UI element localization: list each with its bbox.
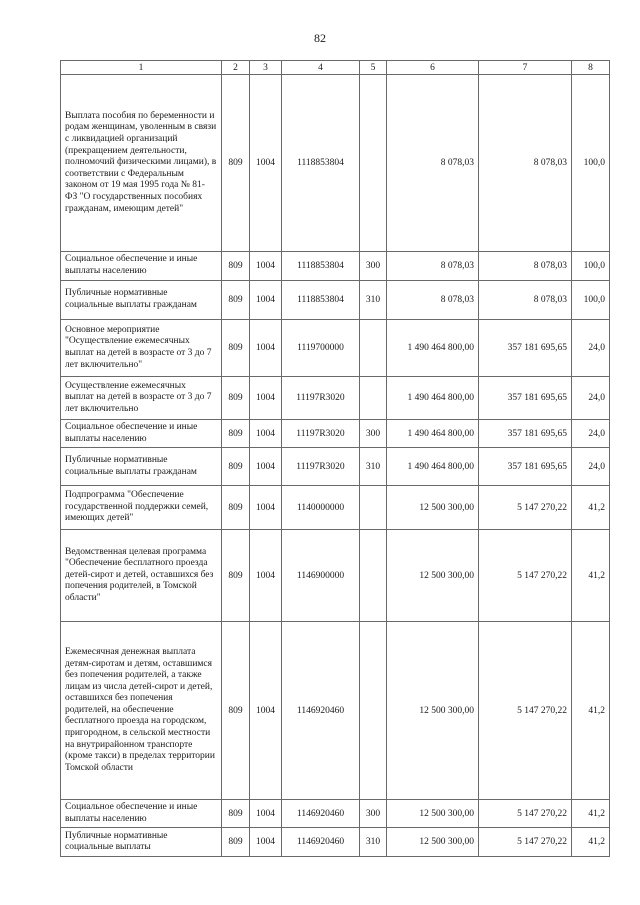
row-code-3: 1004 bbox=[250, 281, 282, 320]
row-name: Подпрограмма "Обеспечение государственной поддержки семей, имеющих детей" bbox=[61, 486, 222, 530]
column-header-2: 2 bbox=[222, 61, 250, 75]
table-row bbox=[61, 622, 610, 800]
budget-table bbox=[60, 60, 610, 857]
table-row bbox=[61, 281, 610, 320]
table-row bbox=[61, 420, 610, 448]
row-code-3: 1004 bbox=[250, 377, 282, 420]
row-code-4: 1146920460 bbox=[282, 622, 360, 800]
row-value-6: 8 078,03 bbox=[387, 281, 479, 320]
row-value-8: 100,0 bbox=[572, 252, 610, 281]
row-value-6: 1 490 464 800,00 bbox=[387, 420, 479, 448]
row-value-7: 5 147 270,22 bbox=[479, 530, 572, 622]
row-value-7: 357 181 695,65 bbox=[479, 320, 572, 377]
row-value-8: 41,2 bbox=[572, 622, 610, 800]
row-value-7: 8 078,03 bbox=[479, 75, 572, 252]
row-name: Социальное обеспечение и иные выплаты населению bbox=[61, 252, 222, 281]
row-value-8: 41,2 bbox=[572, 486, 610, 530]
row-code-5 bbox=[360, 320, 387, 377]
row-value-6: 8 078,03 bbox=[387, 75, 479, 252]
row-code-3: 1004 bbox=[250, 320, 282, 377]
row-code-2: 809 bbox=[222, 320, 250, 377]
row-code-2: 809 bbox=[222, 377, 250, 420]
column-header-5: 5 bbox=[360, 61, 387, 75]
row-name: Ежемесячная денежная выплата детям-сиротам и детям, оставшимся без попечения родителей, а также лицам из числа детей-сирот и детей, оставшихся без попечения родителей, на обеспечение бесплатного проезда на городском, пригородном, в сельской местности на внутрирайонном транспорте (кроме такси) в пределах территории Томской области bbox=[61, 622, 222, 800]
row-name: Ведомственная целевая программа "Обеспечение бесплатного проезда детей-сирот и детей, оставшихся без попечения родителей, в Томской области" bbox=[61, 530, 222, 622]
row-code-4: 1140000000 bbox=[282, 486, 360, 530]
row-code-5 bbox=[360, 530, 387, 622]
row-code-4: 1118853804 bbox=[282, 281, 360, 320]
row-value-6: 1 490 464 800,00 bbox=[387, 377, 479, 420]
row-code-3: 1004 bbox=[250, 622, 282, 800]
column-header-7: 7 bbox=[479, 61, 572, 75]
row-code-3: 1004 bbox=[250, 420, 282, 448]
row-code-2: 809 bbox=[222, 530, 250, 622]
table-row bbox=[61, 252, 610, 281]
page-number: 82 bbox=[314, 31, 326, 45]
table-row bbox=[61, 448, 610, 486]
row-code-5 bbox=[360, 377, 387, 420]
row-value-8: 24,0 bbox=[572, 377, 610, 420]
row-code-4: 11197R3020 bbox=[282, 420, 360, 448]
row-value-6: 12 500 300,00 bbox=[387, 828, 479, 857]
row-code-5: 300 bbox=[360, 252, 387, 281]
row-value-7: 8 078,03 bbox=[479, 252, 572, 281]
row-value-6: 1 490 464 800,00 bbox=[387, 448, 479, 486]
row-value-8: 41,2 bbox=[572, 828, 610, 857]
row-value-7: 357 181 695,65 bbox=[479, 377, 572, 420]
row-name: Социальное обеспечение и иные выплаты населению bbox=[61, 420, 222, 448]
row-value-8: 41,2 bbox=[572, 530, 610, 622]
row-code-5: 300 bbox=[360, 800, 387, 828]
row-value-8: 24,0 bbox=[572, 420, 610, 448]
row-value-7: 5 147 270,22 bbox=[479, 622, 572, 800]
row-code-2: 809 bbox=[222, 622, 250, 800]
table-row bbox=[61, 530, 610, 622]
row-code-3: 1004 bbox=[250, 828, 282, 857]
row-code-4: 1146920460 bbox=[282, 800, 360, 828]
row-value-6: 12 500 300,00 bbox=[387, 800, 479, 828]
row-code-5 bbox=[360, 486, 387, 530]
table-row bbox=[61, 75, 610, 252]
row-value-7: 357 181 695,65 bbox=[479, 420, 572, 448]
row-name: Осуществление ежемесячных выплат на детей в возрасте от 3 до 7 лет включительно bbox=[61, 377, 222, 420]
row-value-8: 100,0 bbox=[572, 75, 610, 252]
row-name: Публичные нормативные социальные выплаты bbox=[61, 828, 222, 857]
row-value-7: 357 181 695,65 bbox=[479, 448, 572, 486]
row-code-4: 1118853804 bbox=[282, 75, 360, 252]
table-row bbox=[61, 377, 610, 420]
row-code-2: 809 bbox=[222, 420, 250, 448]
row-code-5: 300 bbox=[360, 420, 387, 448]
row-code-3: 1004 bbox=[250, 75, 282, 252]
row-name: Публичные нормативные социальные выплаты гражданам bbox=[61, 281, 222, 320]
row-code-5 bbox=[360, 75, 387, 252]
row-code-2: 809 bbox=[222, 75, 250, 252]
row-code-2: 809 bbox=[222, 828, 250, 857]
row-code-4: 11197R3020 bbox=[282, 377, 360, 420]
table-row bbox=[61, 800, 610, 828]
table-row bbox=[61, 828, 610, 857]
row-name: Выплата пособия по беременности и родам женщинам, уволенным в связи с ликвидацией организаций (прекращением деятельности, полномочий физическими лицами), в соответствии с Федеральным законом от 19 мая 1995 года № 81-ФЗ "О государственных пособиях гражданам, имеющим детей" bbox=[61, 75, 222, 252]
row-code-2: 809 bbox=[222, 486, 250, 530]
row-code-3: 1004 bbox=[250, 800, 282, 828]
column-number-row bbox=[61, 61, 610, 75]
row-code-3: 1004 bbox=[250, 448, 282, 486]
row-code-5: 310 bbox=[360, 828, 387, 857]
row-code-2: 809 bbox=[222, 252, 250, 281]
row-name: Социальное обеспечение и иные выплаты населению bbox=[61, 800, 222, 828]
row-code-2: 809 bbox=[222, 448, 250, 486]
row-value-6: 12 500 300,00 bbox=[387, 530, 479, 622]
row-code-5: 310 bbox=[360, 448, 387, 486]
column-header-1: 1 bbox=[61, 61, 222, 75]
row-value-8: 24,0 bbox=[572, 448, 610, 486]
row-value-7: 5 147 270,22 bbox=[479, 800, 572, 828]
row-value-7: 5 147 270,22 bbox=[479, 486, 572, 530]
row-code-4: 1118853804 bbox=[282, 252, 360, 281]
row-value-8: 24,0 bbox=[572, 320, 610, 377]
row-value-8: 100,0 bbox=[572, 281, 610, 320]
row-code-4: 1146920460 bbox=[282, 828, 360, 857]
row-name: Публичные нормативные социальные выплаты гражданам bbox=[61, 448, 222, 486]
table-row bbox=[61, 486, 610, 530]
row-code-4: 11197R3020 bbox=[282, 448, 360, 486]
row-name: Основное мероприятие "Осуществление ежемесячных выплат на детей в возрасте от 3 до 7 лет включительно" bbox=[61, 320, 222, 377]
row-value-7: 5 147 270,22 bbox=[479, 828, 572, 857]
row-value-6: 1 490 464 800,00 bbox=[387, 320, 479, 377]
column-header-4: 4 bbox=[282, 61, 360, 75]
column-header-6: 6 bbox=[387, 61, 479, 75]
table-row bbox=[61, 320, 610, 377]
row-value-8: 41,2 bbox=[572, 800, 610, 828]
column-header-3: 3 bbox=[250, 61, 282, 75]
row-code-2: 809 bbox=[222, 281, 250, 320]
row-value-6: 8 078,03 bbox=[387, 252, 479, 281]
row-code-4: 1119700000 bbox=[282, 320, 360, 377]
column-header-8: 8 bbox=[572, 61, 610, 75]
row-code-3: 1004 bbox=[250, 530, 282, 622]
row-code-3: 1004 bbox=[250, 252, 282, 281]
row-code-5: 310 bbox=[360, 281, 387, 320]
row-code-5 bbox=[360, 622, 387, 800]
row-value-6: 12 500 300,00 bbox=[387, 622, 479, 800]
row-value-7: 8 078,03 bbox=[479, 281, 572, 320]
row-code-3: 1004 bbox=[250, 486, 282, 530]
row-code-2: 809 bbox=[222, 800, 250, 828]
row-code-4: 1146900000 bbox=[282, 530, 360, 622]
row-value-6: 12 500 300,00 bbox=[387, 486, 479, 530]
